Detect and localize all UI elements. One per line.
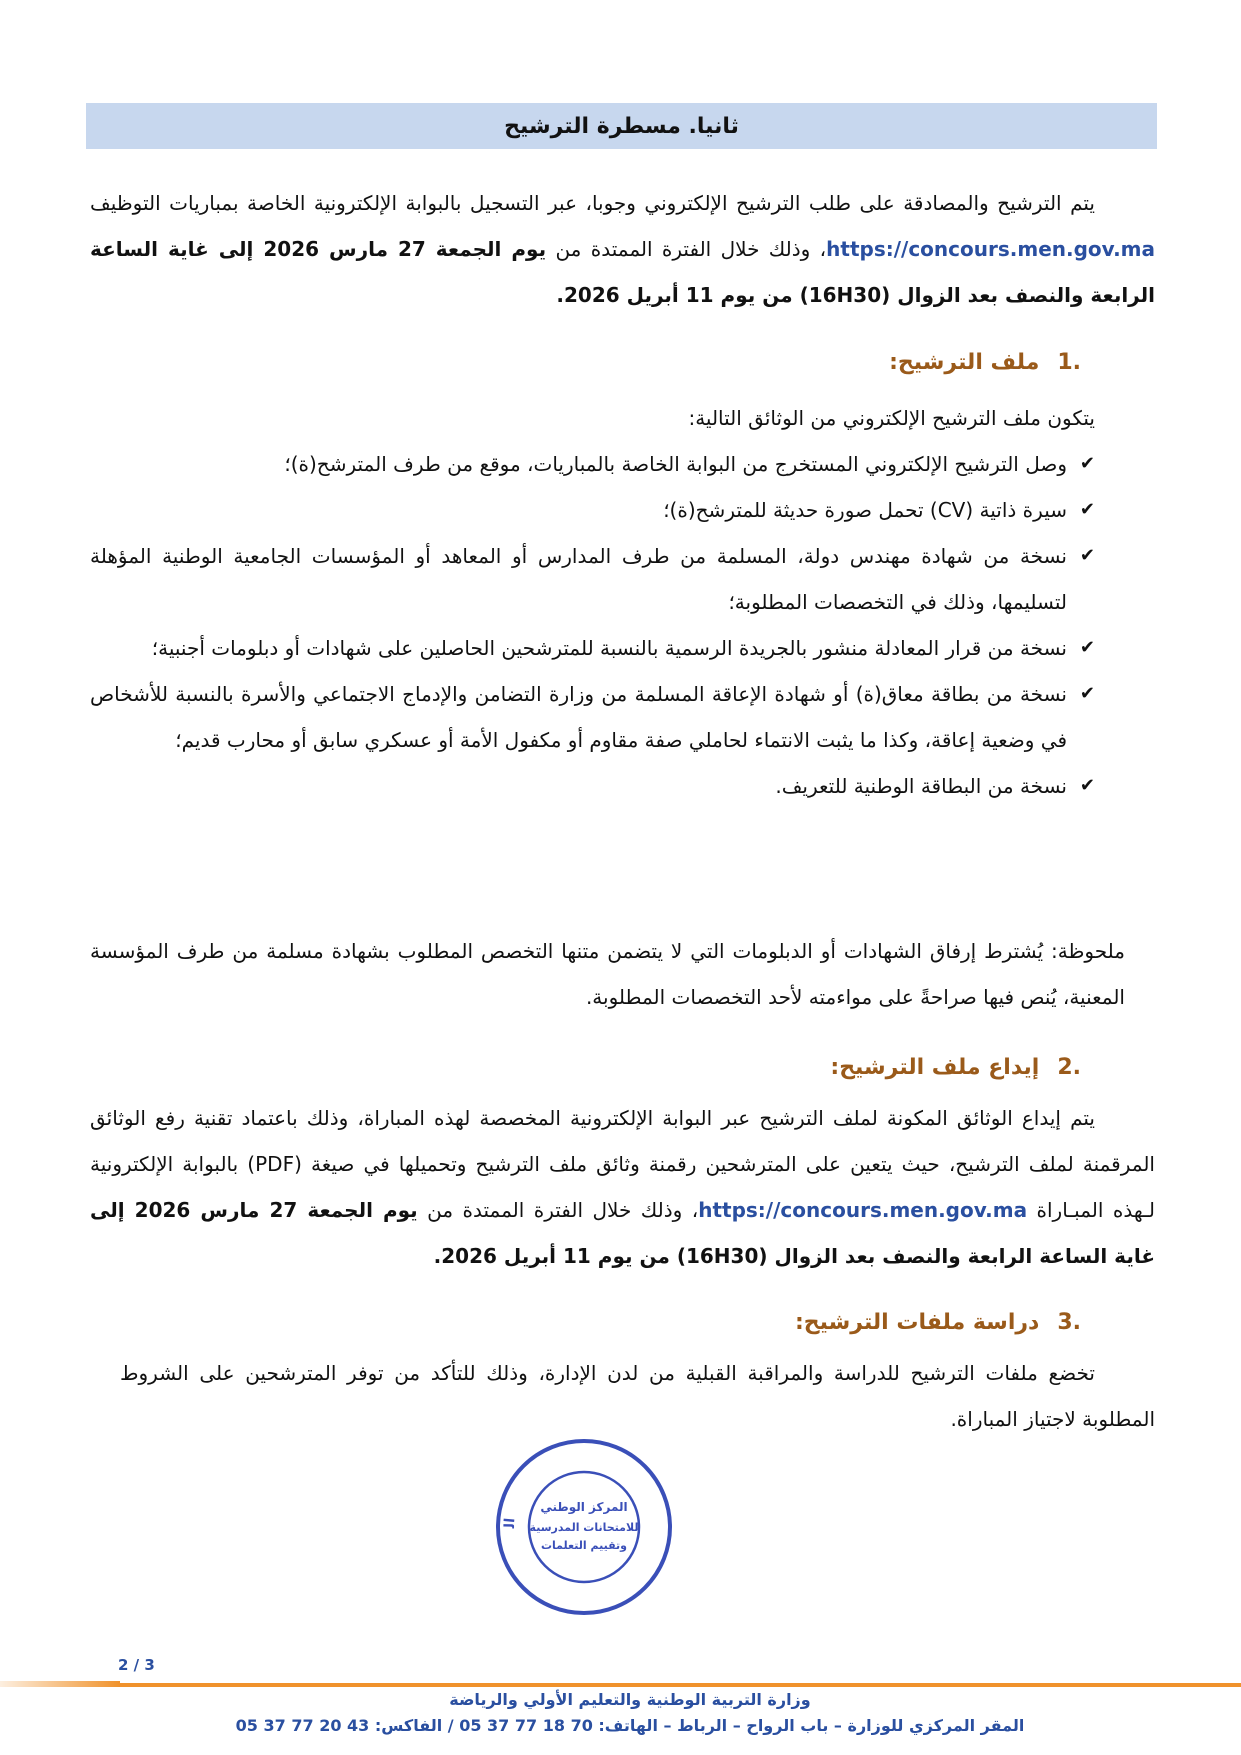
stamp-seal-icon xyxy=(492,1435,676,1619)
list-item-text: نسخة من قرار المعادلة منشور بالجريدة الرسمية بالنسبة للمترشحين الحاصلين على شهادات أو دبلومات أجنبية؛ xyxy=(151,636,1067,660)
list-item xyxy=(90,533,1095,625)
intro-paragraph xyxy=(90,180,1155,318)
section-header-title: ثانيا. مسطرة الترشيح xyxy=(504,113,739,139)
stamp-line-3: وتقييم التعلمات xyxy=(541,1539,627,1552)
section-1-body xyxy=(90,395,1155,809)
check-icon: ✔ xyxy=(1079,683,1095,704)
official-stamp xyxy=(492,1435,676,1619)
section-3-body xyxy=(90,1350,1155,1442)
portal-link-2[interactable]: https://concours.men.gov.ma xyxy=(698,1198,1028,1222)
check-icon: ✔ xyxy=(1079,453,1095,474)
section-1-number: .1 xyxy=(1057,350,1081,375)
section-3-label: دراسة ملفات الترشيح: xyxy=(794,1310,1040,1335)
section-2-dates: يوم الجمعة 27 مارس 2026 إلى غاية الساعة الرابعة والنصف بعد الزوال (16H30) من يوم 11 أبريل 2026. xyxy=(90,1198,1155,1268)
page-number: 2 / 3 xyxy=(118,1656,155,1674)
section-3-number: .3 xyxy=(1057,1310,1081,1335)
check-icon: ✔ xyxy=(1079,545,1095,566)
check-icon: ✔ xyxy=(1079,775,1095,796)
section-1-title xyxy=(889,350,1081,375)
section-1-lead: يتكون ملف الترشيح الإلكتروني من الوثائق التالية: xyxy=(688,406,1095,430)
intro-text-1: يتم الترشيح والمصادقة على طلب الترشيح الإلكتروني وجوبا، عبر التسجيل بالبوابة الإلكترونية الخاصة بمباريات التوظيف xyxy=(90,191,1095,215)
section-2-body xyxy=(90,1095,1155,1279)
list-item-text: وصل الترشيح الإلكتروني المستخرج من البوابة الخاصة بالمباريات، موقع من طرف المترشح(ة)؛ xyxy=(284,452,1067,476)
footer-divider xyxy=(120,1683,1241,1687)
list-item xyxy=(90,671,1095,763)
stamp-outer-text: ال xyxy=(501,1517,519,1529)
section-header xyxy=(86,103,1157,149)
portal-link[interactable]: https://concours.men.gov.ma xyxy=(826,237,1155,261)
section-3-title xyxy=(795,1310,1081,1335)
list-item-text: سيرة ذاتية (CV) تحمل صورة حديثة للمترشح(ة)؛ xyxy=(663,498,1067,522)
section-2-paragraph xyxy=(90,1095,1155,1279)
list-item-text: نسخة من شهادة مهندس دولة، المسلمة من طرف المدارس أو المعاهد أو المؤسسات الجامعية الوطنية المؤهلة لتسليمها، وذلك في التخصصات المطلوبة؛ xyxy=(90,544,1067,614)
list-item-text: نسخة من البطاقة الوطنية للتعريف. xyxy=(775,774,1067,798)
note-label: ملحوظة: xyxy=(1051,939,1125,963)
section-2-label: إيداع ملف الترشيح: xyxy=(830,1055,1040,1080)
check-icon: ✔ xyxy=(1079,499,1095,520)
list-item xyxy=(90,763,1095,809)
list-item xyxy=(90,487,1095,533)
list-item xyxy=(90,625,1095,671)
section-1-label: ملف الترشيح: xyxy=(889,350,1040,375)
intro-block xyxy=(90,180,1155,318)
section-3-paragraph: تخضع ملفات الترشيح للدراسة والمراقبة القبلية من لدن الإدارة، وذلك للتأكد من توفر المترشحين على الشروط المطلوبة لاجتياز المباراة. xyxy=(120,1361,1155,1431)
check-icon: ✔ xyxy=(1079,637,1095,658)
intro-text-2: ، وذلك خلال الفترة الممتدة من xyxy=(546,237,827,261)
section-2-title xyxy=(830,1055,1081,1080)
stamp-line-1: المركز الوطني xyxy=(540,1500,628,1514)
section-2-number: .2 xyxy=(1057,1055,1081,1080)
note-text: يُشترط إرفاق الشهادات أو الدبلومات التي لا يتضمن متنها التخصص المطلوب بشهادة مسلمة من طرف المؤسسة المعنية، يُنص فيها صراحةً على مواءمته لأحد التخصصات المطلوبة. xyxy=(90,939,1125,1009)
stamp-line-2: للامتحانات المدرسية xyxy=(529,1521,639,1534)
section-2-text-1: يتم إيداع الوثائق المكونة لملف الترشيح عبر البوابة الإلكترونية المخصصة لهذه المباراة، وذلك باعتماد تقنية رفع الوثائق المرقمنة لملف الترشيح، حيث يتعين على المترشحين رقمنة وثائق ملف الترشيح وتحميلها في صيغة (PDF) بالبوابة الإلكترونية لـهذه المبـاراة xyxy=(90,1106,1156,1222)
documents-checklist xyxy=(90,441,1095,809)
list-item-text: نسخة من بطاقة معاق(ة) أو شهادة الإعاقة المسلمة من وزارة التضامن والإدماج الاجتماعي والأسرة بالنسبة للأشخاص في وضعية إعاقة، وكذا ما يثبت الانتماء لحاملي صفة مقاوم أو مكفول الأمة أو عسكري سابق أو محارب قديم؛ xyxy=(90,682,1067,752)
section-2-text-2: ، وذلك خلال الفترة الممتدة من xyxy=(417,1198,699,1222)
footer-address: المقر المركزي للوزارة – باب الرواح – الرباط – الهاتف: 70 18 77 37 05 / الفاكس: 43 20 77 37 05 xyxy=(235,1716,1025,1735)
note-paragraph xyxy=(90,928,1155,1020)
intro-dates: يوم الجمعة 27 مارس 2026 إلى غاية الساعة الرابعة والنصف بعد الزوال (16H30) من يوم 11 أبريل 2026. xyxy=(90,237,1155,307)
note-block xyxy=(90,928,1155,1020)
footer-divider-fade xyxy=(0,1681,120,1687)
list-item xyxy=(90,441,1095,487)
footer-ministry: وزارة التربية الوطنية والتعليم الأولي والرياضة xyxy=(449,1690,811,1709)
